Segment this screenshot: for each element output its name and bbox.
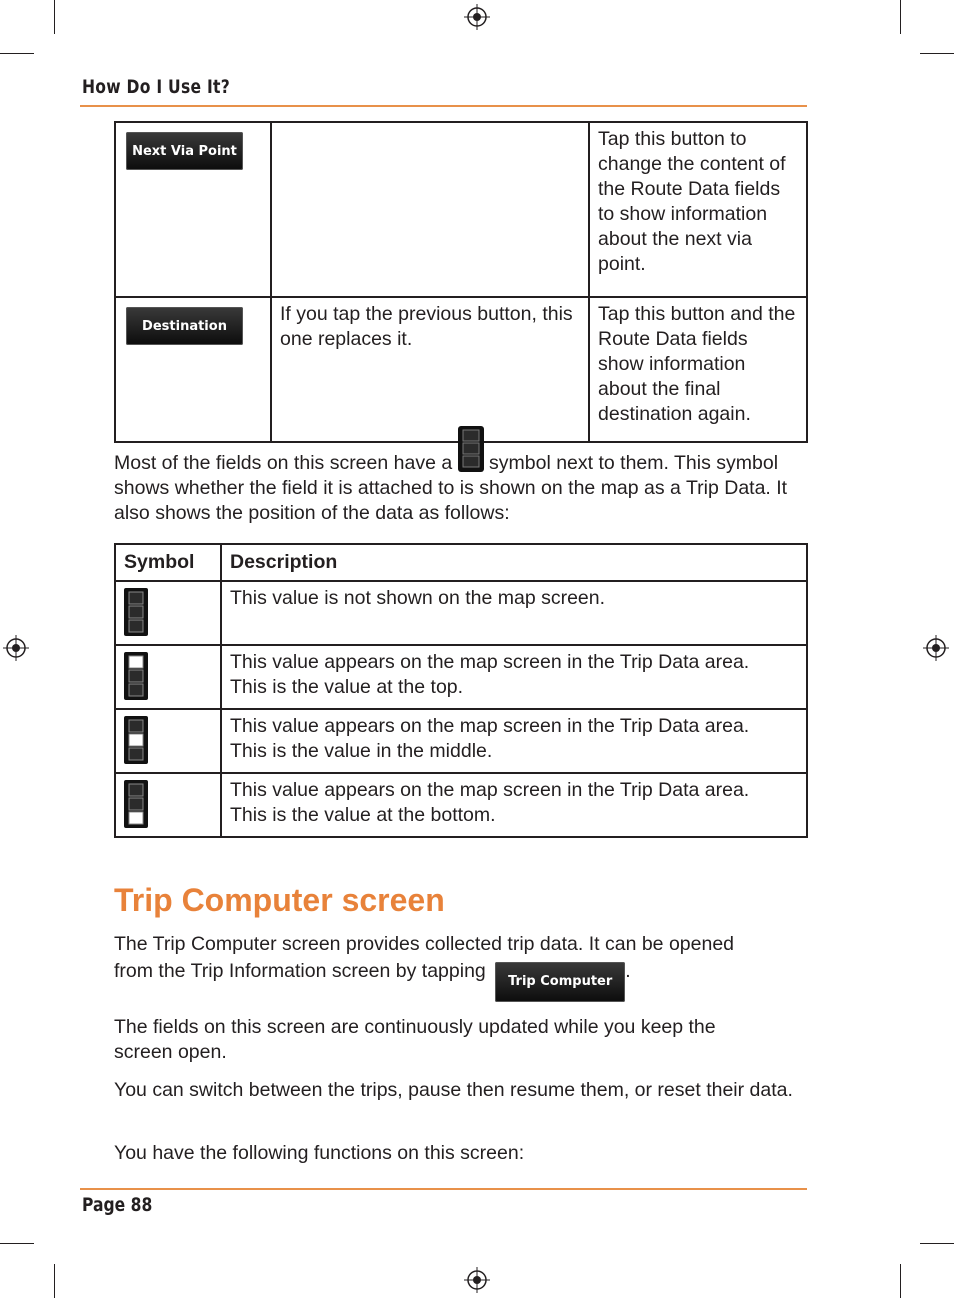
page-number: Page 88 [82, 1194, 153, 1216]
symbol-bottom-icon [124, 780, 148, 828]
right-cell: Tap this button to change the content of the Route Data fields to show information about the next via point. [589, 122, 807, 297]
symbol-top-icon [124, 652, 148, 700]
header-rule [80, 105, 807, 107]
trip-computer-button-image [495, 962, 625, 1002]
icon-cell [115, 122, 271, 297]
description-cell [221, 709, 807, 773]
button-image-label: Trip Computer [508, 974, 613, 989]
symbol-cell [115, 581, 221, 645]
description-line: This is the value in the middle. [230, 740, 493, 762]
description-line: This value appears on the map screen in the Trip Data area. [230, 779, 750, 801]
crop-mark [0, 1243, 34, 1244]
symbol-middle-icon [124, 716, 148, 764]
button-image-label: Next Via Point [132, 143, 237, 159]
registration-mark-icon [923, 635, 949, 661]
symbol-cell [115, 645, 221, 709]
description-line: This value appears on the map screen in the Trip Data area. [230, 715, 750, 737]
intro-paragraph [114, 426, 814, 526]
description-line: This value appears on the map screen in the Trip Data area. [230, 651, 750, 673]
footer-rule [80, 1188, 807, 1190]
table-row [115, 709, 807, 773]
right-cell: Tap this button and the Route Data fields show information about the final destination again. [589, 297, 807, 442]
trip-data-symbol-icon [458, 426, 484, 472]
table-row [115, 297, 807, 442]
intro-text-after: symbol next to them. This symbol shows whether the field it is attached to is shown on the map as a Trip Data. It also shows the position of the data as follows: [114, 452, 788, 524]
paragraph-period: . [625, 960, 631, 982]
destination-button-image [126, 307, 243, 345]
paragraph-text: from the Trip Information screen by tapping [114, 960, 486, 982]
table-row [115, 773, 807, 837]
column-header: Symbol [115, 544, 221, 581]
symbol-cell [115, 709, 221, 773]
symbol-none-icon [124, 588, 148, 636]
table-row [115, 122, 807, 297]
table-row [115, 645, 807, 709]
crop-mark [54, 0, 55, 34]
icon-cell [115, 297, 271, 442]
registration-mark-icon [3, 635, 29, 661]
description-cell [221, 645, 807, 709]
registration-mark-icon [464, 4, 490, 30]
crop-mark [920, 1243, 954, 1244]
description-cell [221, 581, 807, 645]
middle-cell [271, 122, 589, 297]
running-head: How Do I Use It? [82, 76, 230, 98]
symbol-table [114, 543, 808, 838]
next-via-point-button-image [126, 132, 243, 170]
crop-mark [900, 1264, 901, 1298]
trips-control-paragraph: You can switch between the trips, pause then resume them, or reset their data. [114, 1079, 793, 1101]
buttons-table [114, 121, 808, 443]
trip-computer-paragraph [114, 932, 814, 1002]
column-header: Description [221, 544, 807, 581]
description-line: This is the value at the bottom. [230, 804, 496, 826]
crop-mark [900, 0, 901, 34]
continuous-update-paragraph: The fields on this screen are continuously updated while you keep the screen open. [114, 1016, 716, 1063]
paragraph-line [114, 959, 814, 1002]
intro-text-before: Most of the fields on this screen have a [114, 452, 453, 474]
registration-mark-icon [464, 1267, 490, 1293]
table-row [115, 581, 807, 645]
crop-mark [54, 1264, 55, 1298]
symbol-cell [115, 773, 221, 837]
functions-intro-paragraph: You have the following functions on this screen: [114, 1142, 525, 1164]
paragraph-line: The Trip Computer screen provides collected trip data. It can be opened [114, 933, 735, 955]
description-cell [221, 773, 807, 837]
crop-mark [0, 53, 34, 54]
description-line: This is the value at the top. [230, 676, 464, 698]
table-header-row [115, 544, 807, 581]
section-title: Trip Computer screen [114, 882, 445, 918]
description-line: This value is not shown on the map screen. [230, 587, 606, 609]
middle-cell: If you tap the previous button, this one replaces it. [271, 297, 589, 442]
button-image-label: Destination [142, 318, 227, 334]
crop-mark [920, 53, 954, 54]
